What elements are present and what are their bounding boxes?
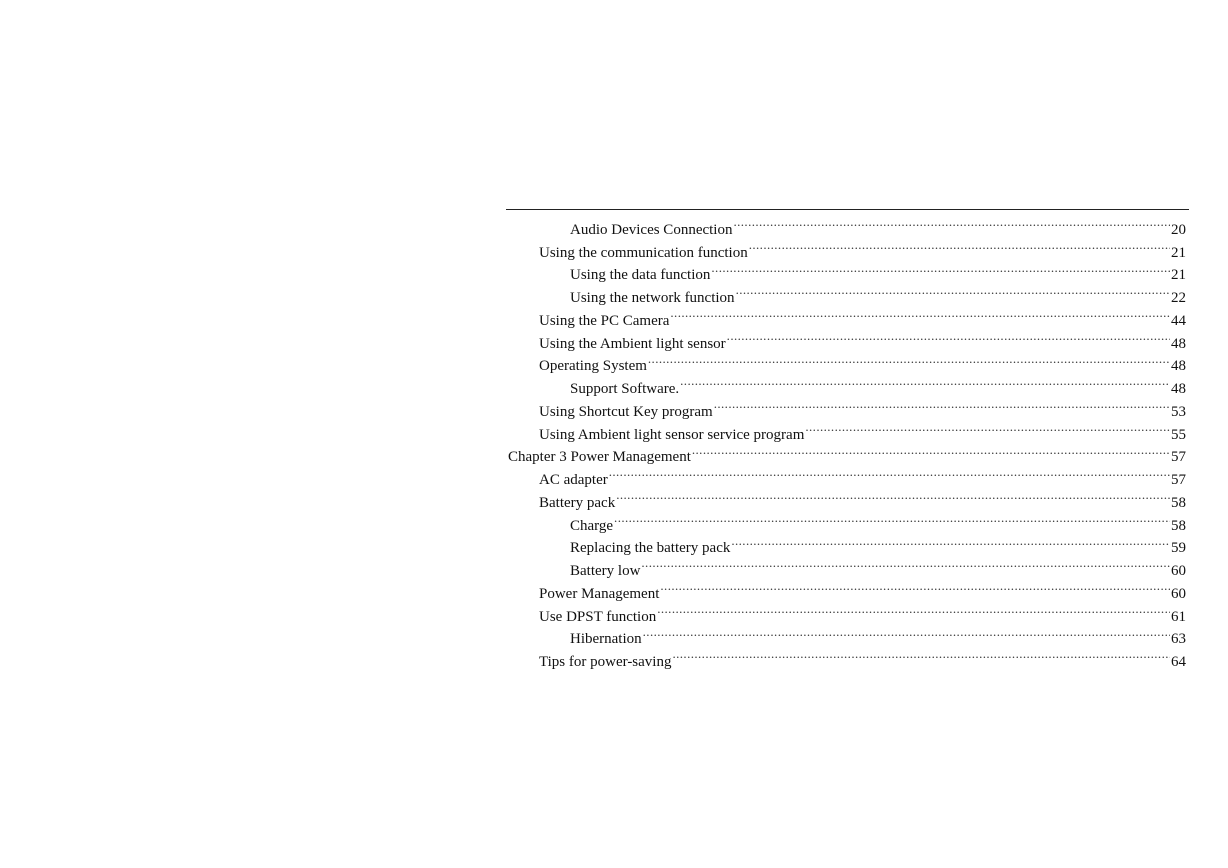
toc-list (506, 211, 1189, 670)
dot-leader (648, 348, 1170, 371)
toc-entry-title: Using the Ambient light sensor (539, 335, 726, 352)
toc-entry-page-number: 60 (1171, 563, 1186, 579)
toc-entry-page-number: 57 (1171, 449, 1186, 466)
toc-entry-page-number: 58 (1171, 517, 1186, 534)
toc-entry-page-number: 22 (1171, 290, 1186, 306)
dot-leader (670, 302, 1170, 325)
toc-entry-title: Power Management (539, 585, 660, 602)
dot-leader (733, 211, 1170, 234)
dot-leader (805, 416, 1170, 439)
toc-entry-title: Charge (570, 517, 614, 534)
dot-leader (657, 598, 1170, 621)
toc-entry-page-number: 53 (1171, 403, 1186, 420)
dot-leader (641, 552, 1170, 575)
toc-entry-title: Chapter 3 Power Management (508, 449, 691, 466)
toc-entry-title: Replacing the battery pack (570, 540, 731, 557)
toc-entry-page-number: 20 (1171, 221, 1186, 238)
toc-entry-page-number: 21 (1171, 244, 1186, 261)
toc-entry[interactable] (506, 484, 1189, 511)
dot-leader (660, 575, 1170, 598)
dot-leader (736, 279, 1170, 302)
dot-leader (714, 393, 1170, 416)
toc-entry-title: Tips for power-saving (539, 654, 672, 670)
toc-entry-page-number: 61 (1171, 608, 1186, 625)
toc-entry-page-number: 48 (1171, 335, 1186, 352)
toc-entry-page-number: 44 (1171, 312, 1186, 329)
dot-leader (680, 370, 1170, 393)
toc-entry-title: Using Shortcut Key program (539, 403, 713, 420)
dot-leader (731, 530, 1170, 553)
toc-entry-title: AC adapter (539, 472, 608, 488)
toc-entry[interactable] (506, 461, 1189, 488)
dot-leader (609, 461, 1170, 484)
dot-leader (692, 439, 1170, 462)
toc-entry-page-number: 48 (1171, 358, 1186, 375)
dot-leader (643, 621, 1170, 644)
toc-entry-title: Battery pack (539, 494, 616, 511)
table-of-contents (506, 209, 1189, 670)
toc-entry-title: Hibernation (570, 631, 642, 648)
dot-leader (727, 325, 1170, 348)
toc-entry-page-number: 64 (1171, 654, 1186, 670)
toc-entry-title: Use DPST function (539, 608, 657, 625)
toc-entry-page-number: 59 (1171, 540, 1186, 557)
toc-entry-page-number: 55 (1171, 426, 1186, 443)
toc-entry-title: Using Ambient light sensor service program (539, 426, 805, 443)
toc-entry-page-number: 60 (1171, 585, 1186, 602)
toc-entry-title: Using the communication function (539, 244, 748, 261)
dot-leader (616, 484, 1170, 507)
toc-entry-title: Using the network function (570, 290, 735, 306)
toc-entry-title: Using the PC Camera (539, 312, 670, 329)
toc-entry[interactable] (506, 211, 1189, 238)
toc-entry-title: Audio Devices Connection (570, 221, 733, 238)
dot-leader (711, 257, 1170, 280)
toc-entry-title: Operating System (539, 358, 647, 375)
toc-entry-page-number: 57 (1171, 472, 1186, 488)
toc-entry-page-number: 48 (1171, 381, 1186, 397)
toc-entry-title: Using the data function (570, 267, 711, 284)
toc-entry-page-number: 58 (1171, 494, 1186, 511)
dot-leader (749, 234, 1170, 257)
toc-entry-page-number: 63 (1171, 631, 1186, 648)
dot-leader (672, 643, 1170, 666)
toc-entry-title: Battery low (570, 563, 641, 579)
toc-entry-title: Support Software. (570, 381, 680, 397)
dot-leader (614, 507, 1170, 530)
toc-entry-page-number: 21 (1171, 267, 1186, 284)
